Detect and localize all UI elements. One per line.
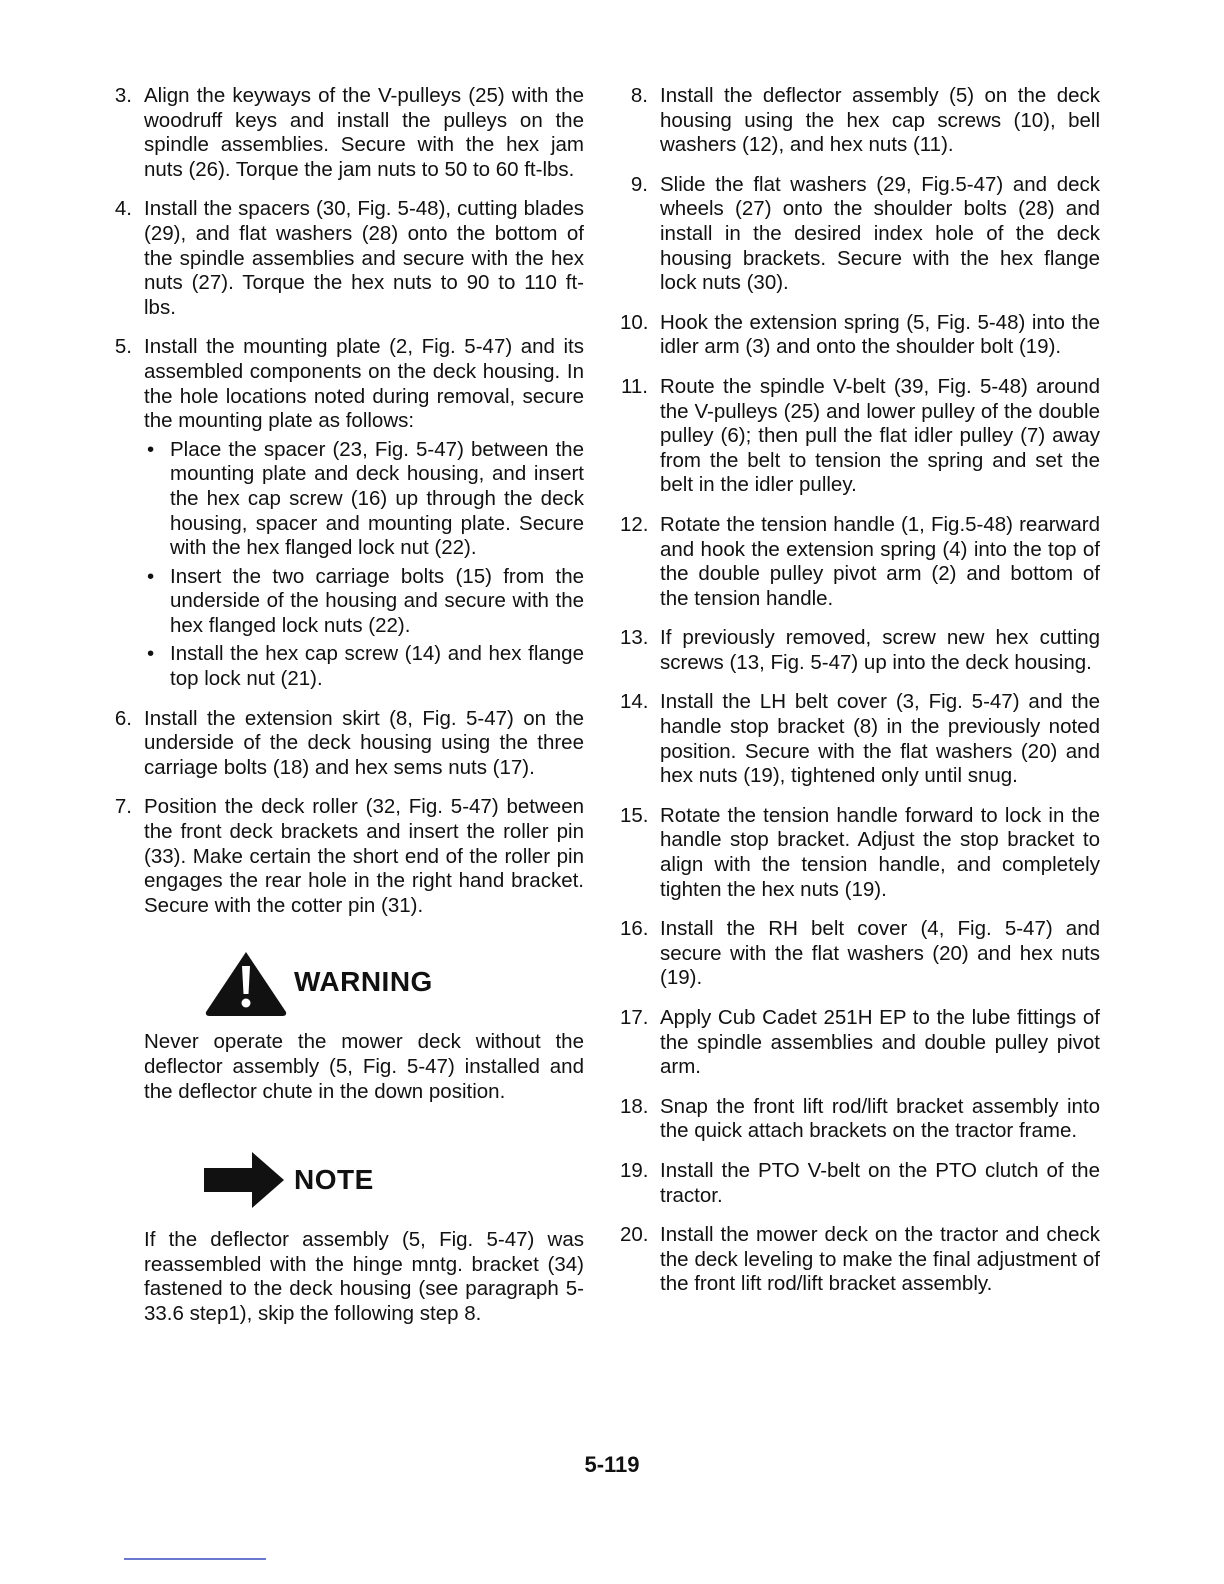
step-text: Install the PTO V-belt on the PTO clutch of the tractor.: [660, 1158, 1100, 1207]
step-5-bullets: [144, 438, 584, 692]
step-number: 20.: [620, 1223, 649, 1247]
warning-callout: [104, 940, 584, 1020]
step-4: [104, 197, 584, 320]
right-column: [620, 84, 1100, 1312]
step-number: 4.: [114, 197, 132, 221]
warning-text: Never operate the mower deck without the deflector assembly (5, Fig. 5-47) installed and the deflector chute in the down position.: [144, 1030, 584, 1103]
warning-label: WARNING: [294, 966, 433, 998]
step-number: 6.: [114, 706, 132, 730]
step-text: Install the extension skirt (8, Fig. 5-47) on the underside of the deck housing using the three carriage bolts (18) and hex sems nuts (17).: [144, 706, 584, 779]
step-9: [620, 173, 1100, 296]
step-text: Install the mower deck on the tractor and check the deck leveling to make the final adjustment of the front lift rod/lift bracket assembly.: [660, 1223, 1100, 1296]
step-text: Apply Cub Cadet 251H EP to the lube fittings of the spindle assemblies and double pulley pivot arm.: [660, 1006, 1100, 1079]
note-label: NOTE: [294, 1164, 374, 1196]
step-number: 13.: [620, 626, 649, 650]
step-10: [620, 311, 1100, 360]
step-6: [104, 707, 584, 781]
step-text: Hook the extension spring (5, Fig. 5-48) into the idler arm (3) and onto the shoulder bolt (19).: [660, 310, 1100, 359]
page-number: 5-119: [584, 1452, 640, 1477]
step-5: [104, 335, 584, 691]
step-number: 14.: [620, 690, 649, 714]
step-16: [620, 917, 1100, 991]
step-15: [620, 804, 1100, 902]
step-number: 5.: [114, 335, 132, 359]
step-number: 11.: [621, 374, 648, 398]
step-13: [620, 626, 1100, 675]
bullet-item: • Place the spacer (23, Fig. 5-47) between the mounting plate and deck housing, and insert the hex cap screw (16) up through the deck housing, spacer and mounting plate. Secure with the hex flanged lock nut (22).: [144, 438, 584, 561]
step-18: [620, 1095, 1100, 1144]
step-number: 19.: [620, 1158, 649, 1182]
bullet-item: • Insert the two carriage bolts (15) from the underside of the housing and secure with the hex flanged lock nuts (22).: [144, 565, 584, 639]
step-text: Install the deflector assembly (5) on the deck housing using the hex cap screws (10), bell washers (12), and hex nuts (11).: [660, 84, 1100, 157]
left-column: [104, 84, 584, 1327]
step-number: 17.: [620, 1006, 649, 1029]
step-text: Align the keyways of the V-pulleys (25) with the woodruff keys and install the pulleys on the spindle assemblies. Secure with the hex jam nuts (26). Torque the jam nuts to 50 to 60 ft-lbs.: [144, 84, 584, 181]
step-7: [104, 795, 584, 918]
step-20: [620, 1223, 1100, 1297]
bullet-item: • Install the hex cap screw (14) and hex flange top lock nut (21).: [144, 642, 584, 691]
step-text: Snap the front lift rod/lift bracket assembly into the quick attach brackets on the tractor frame.: [660, 1094, 1100, 1143]
step-8: [620, 84, 1100, 158]
step-text: Slide the flat washers (29, Fig.5-47) and deck wheels (27) onto the shoulder bolts (28) and install in the desired index hole of the deck housing brackets. Secure with the hex flange lock nuts (30).: [660, 172, 1100, 295]
note-callout: [104, 1138, 584, 1218]
step-19: [620, 1159, 1100, 1208]
step-3: [104, 84, 584, 182]
step-text: Install the RH belt cover (4, Fig. 5-47) and secure with the flat washers (20) and hex nuts (19).: [660, 917, 1100, 990]
step-text: Rotate the tension handle (1, Fig.5-48) rearward and hook the extension spring (4) into the top of the double pulley pivot arm (2) and bottom of the tension handle.: [660, 512, 1100, 610]
step-text: Install the spacers (30, Fig. 5-48), cutting blades (29), and flat washers (28) onto the bottom of the spindle assemblies and secure with the hex nuts (27). Torque the hex nuts to 90 to 110 ft-lbs.: [144, 197, 584, 319]
step-17: [620, 1006, 1100, 1080]
step-number: 16.: [620, 917, 649, 941]
step-text: Position the deck roller (32, Fig. 5-47) between the front deck brackets and insert the roller pin (33). Make certain the short end of the roller pin engages the rear hole in the right hand bracket. Secure with the cotter pin (31).: [144, 795, 584, 917]
step-number: 8.: [630, 84, 648, 107]
arrow-right-icon: [204, 1150, 286, 1210]
warning-triangle-icon: [204, 950, 288, 1018]
step-12: [620, 513, 1100, 611]
step-text: Install the LH belt cover (3, Fig. 5-47) and the handle stop bracket (8) in the previously noted position. Secure with the flat washers (20) and hex nuts (19), tightened only until snug.: [660, 690, 1100, 788]
step-number: 3.: [114, 84, 132, 107]
step-number: 9.: [630, 172, 648, 196]
step-11: [620, 375, 1100, 498]
step-number: 7.: [114, 795, 132, 819]
step-number: 12.: [620, 512, 649, 536]
step-number: 10.: [620, 310, 649, 334]
step-text: Install the mounting plate (2, Fig. 5-47) and its assembled components on the deck housing. In the hole locations noted during removal, secure the mounting plate as follows:: [144, 335, 584, 433]
step-number: 18.: [620, 1094, 649, 1118]
step-number: 15.: [620, 803, 649, 827]
note-text: If the deflector assembly (5, Fig. 5-47) was reassembled with the hinge mntg. bracket (34) fastened to the deck housing (see paragraph 5-33.6 step1), skip the following step 8.: [144, 1228, 584, 1325]
step-text: If previously removed, screw new hex cutting screws (13, Fig. 5-47) up into the deck housing.: [660, 626, 1100, 674]
scan-underline-mark: [124, 1558, 266, 1560]
step-text: Rotate the tension handle forward to lock in the handle stop bracket. Adjust the stop bracket to align with the tension handle, and completely tighten the hex nuts (19).: [660, 803, 1100, 901]
step-text: Route the spindle V-belt (39, Fig. 5-48) around the V-pulleys (25) and lower pulley of the double pulley (6); then pull the flat idler pulley (7) away from the belt to tension the spring and set the belt in the idler pulley.: [660, 374, 1100, 497]
step-14: [620, 690, 1100, 788]
